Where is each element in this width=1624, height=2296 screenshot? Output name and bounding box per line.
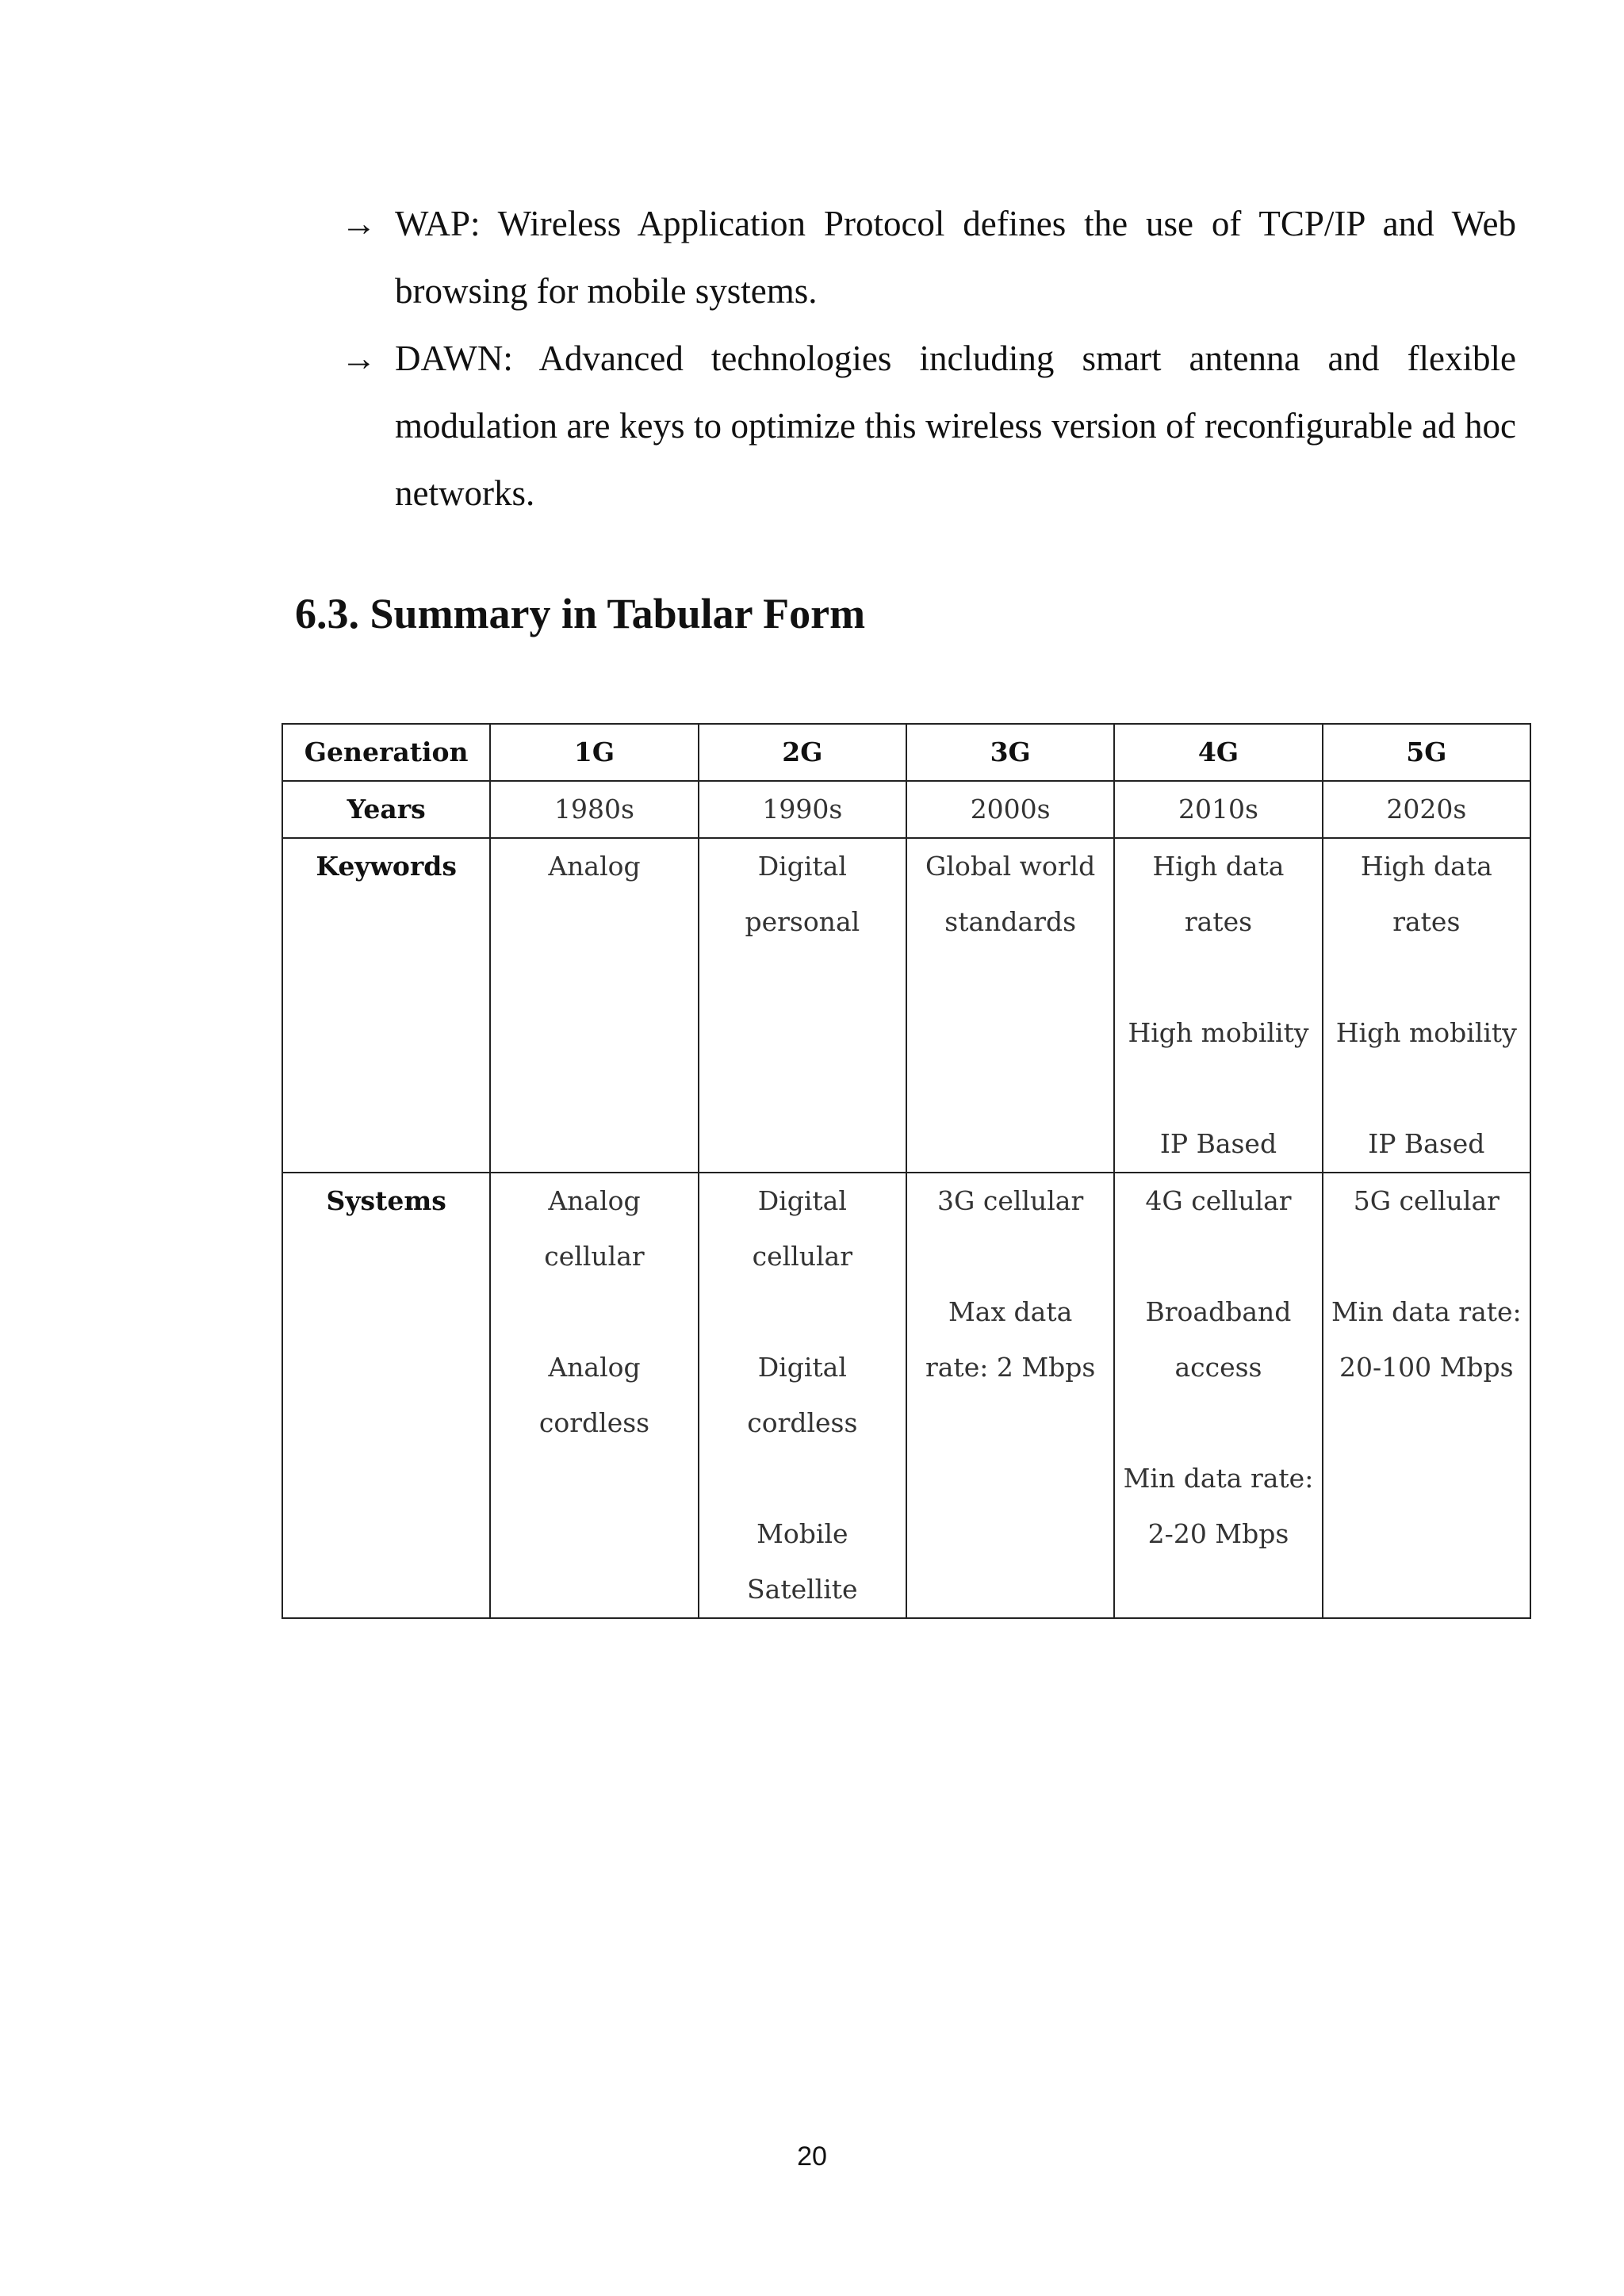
systems-3g (906, 1173, 1114, 1618)
cell-text: rate: 2 Mbps (925, 1352, 1096, 1383)
page-number: 20 (797, 2141, 827, 2172)
cell-text: High data (1360, 851, 1492, 882)
cell-text: IP Based (1159, 1128, 1277, 1159)
summary-table (282, 723, 1531, 1619)
right-arrow-icon: → (341, 339, 377, 378)
keywords-3g (906, 838, 1114, 1173)
years-2g: 1990s (699, 781, 906, 838)
cell-text: High data (1152, 851, 1285, 882)
row-label-years: Years (282, 781, 490, 838)
bullet-wap (341, 190, 1516, 325)
cell-text: Broadband (1145, 1296, 1292, 1327)
header-1g: 1G (490, 724, 698, 781)
cell-text: rates (1184, 906, 1253, 937)
header-2g: 2G (699, 724, 906, 781)
cell-text: Mobile (756, 1518, 848, 1549)
keywords-2g (699, 838, 906, 1173)
table-row-systems (282, 1173, 1530, 1618)
keywords-1g (490, 838, 698, 1173)
years-5g: 2020s (1323, 781, 1530, 838)
systems-4g (1114, 1173, 1322, 1618)
cell-text: 3G cellular (937, 1185, 1084, 1216)
years-1g: 1980s (490, 781, 698, 838)
bullet-text: DAWN: Advanced technologies including smart antenna and flexible modulation are keys to optimize this wireless version of reconfigurable ad hoc networks. (395, 339, 1516, 513)
cell-text: 2-20 Mbps (1147, 1518, 1289, 1549)
cell-text: cordless (538, 1407, 650, 1438)
cell-text: 20-100 Mbps (1339, 1352, 1514, 1383)
cell-text: High mobility (1128, 1017, 1309, 1048)
systems-5g (1323, 1173, 1530, 1618)
cell-text: Min data rate: (1331, 1296, 1522, 1327)
row-label-keywords: Keywords (282, 838, 490, 1173)
cell-text: Satellite (747, 1574, 858, 1605)
cell-text: Digital (757, 1352, 847, 1383)
cell-text: cellular (752, 1241, 853, 1272)
systems-2g (699, 1173, 906, 1618)
cell-text: Max data (948, 1296, 1073, 1327)
bullet-list (341, 190, 1516, 527)
years-4g: 2010s (1114, 781, 1322, 838)
cell-text: 5G cellular (1353, 1185, 1500, 1216)
cell-text: Analog (548, 851, 641, 882)
table-row-keywords (282, 838, 1530, 1173)
cell-text: cordless (747, 1407, 858, 1438)
row-label-systems: Systems (282, 1173, 490, 1618)
cell-text: High mobility (1335, 1017, 1517, 1048)
cell-text: Analog (548, 1352, 641, 1383)
cell-text: Analog (548, 1185, 641, 1216)
bullet-text: WAP: Wireless Application Protocol defines the use of TCP/IP and Web browsing for mobile systems. (395, 204, 1516, 311)
section-heading: 6.3. Summary in Tabular Form (295, 590, 866, 637)
systems-1g (490, 1173, 698, 1618)
cell-text: Digital (757, 1185, 847, 1216)
table-header-row (282, 724, 1530, 781)
cell-text: Min data rate: (1123, 1463, 1314, 1494)
header-generation: Generation (282, 724, 490, 781)
bullet-dawn (341, 325, 1516, 527)
right-arrow-icon: → (341, 204, 377, 243)
cell-text: standards (944, 906, 1077, 937)
keywords-5g (1323, 838, 1530, 1173)
cell-text: 4G cellular (1145, 1185, 1292, 1216)
cell-text: access (1174, 1352, 1262, 1383)
header-4g: 4G (1114, 724, 1322, 781)
cell-text: cellular (544, 1241, 645, 1272)
cell-text: Digital (757, 851, 847, 882)
cell-text: personal (745, 906, 860, 937)
years-3g: 2000s (906, 781, 1114, 838)
header-5g: 5G (1323, 724, 1530, 781)
keywords-4g (1114, 838, 1322, 1173)
cell-text: rates (1392, 906, 1461, 937)
cell-text: Global world (925, 851, 1096, 882)
table-row-years (282, 781, 1530, 838)
header-3g: 3G (906, 724, 1114, 781)
cell-text: IP Based (1368, 1128, 1485, 1159)
